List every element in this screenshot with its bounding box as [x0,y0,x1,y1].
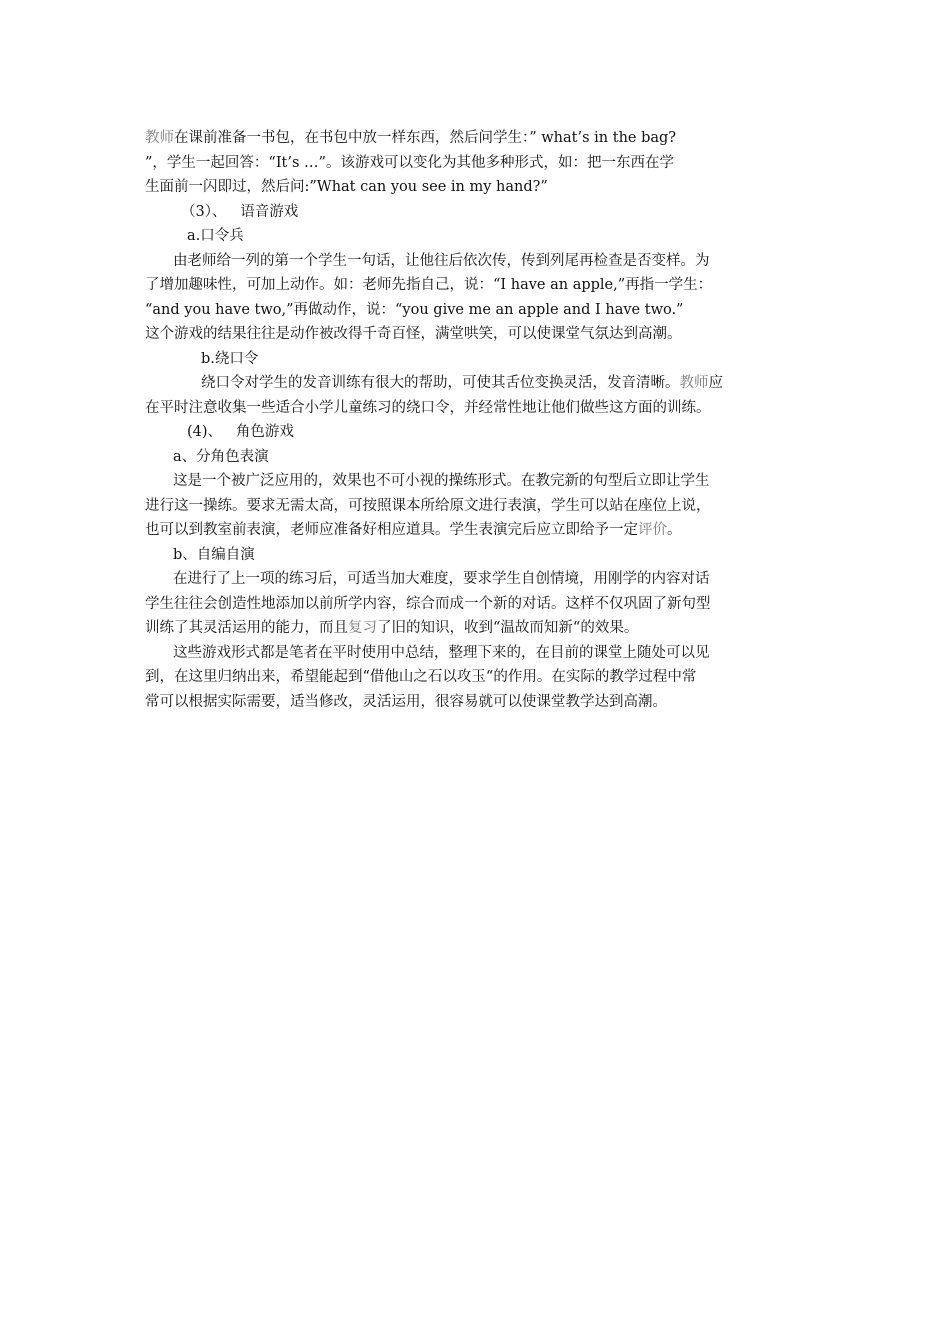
text-line [145,665,815,690]
text-line [145,641,815,666]
inline-link[interactable]: 复习 [348,620,377,636]
text-segment: 。 [667,522,682,538]
text-line [145,616,815,641]
text-segment: 绕口令对学生的发音训练有很大的帮助，可使其舌位变换灵活，发音清晰。 [201,375,680,391]
text-line [145,347,815,372]
text-line [145,396,815,421]
text-line [145,690,815,715]
text-line [145,224,815,249]
text-segment: 这个游戏的结果往往是动作被改得千奇百怪，满堂哄笑，可以使课堂气氛达到高潮。 [145,326,682,342]
text-line [145,494,815,519]
text-line [145,445,815,470]
text-line [145,518,815,543]
text-segment: 了增加趣味性，可加上动作。如：老师先指自己，说：“I have an apple,”再指一学生： [145,277,713,293]
text-segment: 这些游戏形式都是笔者在平时使用中总结，整理下来的，在目前的课堂上随处可以见 [173,644,710,661]
text-segment: 这是一个被广泛应用的，效果也不可小视的操练形式。在教完新的句型后立即让学生 [173,473,710,489]
text-segment: “and you have two,”再做动作，说：“you give me an apple and I have two.” [145,301,684,318]
document-body [145,126,815,714]
inline-link[interactable]: 教师 [679,375,709,391]
text-segment: b.绕口令 [201,350,259,367]
text-segment: 在课前准备一书包，在书包中放一样东西，然后问学生：” what’s in the bag? [174,130,677,146]
text-line [145,567,815,592]
text-segment: 进行这一操练。要求无需太高，可按照课本所给原文进行表演，学生可以站在座位上说， [145,497,711,514]
text-segment: 学生往往会创造性地添加以前所学内容，综合而成一个新的对话。这样不仅巩固了新句型 [145,595,711,612]
inline-link[interactable]: 教师 [145,130,174,146]
text-line [145,322,815,347]
text-segment: ”，学生一起回答：“It’s …”。该游戏可以变化为其他多种形式，如：把一东西在学 [145,154,674,171]
text-segment: 生面前一闪即过，然后问:”What can you see in my hand?” [145,179,548,195]
text-line [145,249,815,274]
text-segment: （3）、 语音游戏 [181,203,299,220]
text-line [145,371,815,396]
text-segment: (4)、 角色游戏 [187,424,294,440]
text-segment: 应 [708,375,723,391]
text-line [145,200,815,225]
text-segment: 在平时注意收集一些适合小学儿童练习的绕口令，并经常性地让他们做些这方面的训练。 [145,399,711,416]
text-segment: 在进行了上一项的练习后，可适当加大难度，要求学生自创情境，用刚学的内容对话 [173,571,710,587]
text-segment: b、自编自演 [173,546,255,563]
text-line [145,543,815,568]
inline-link[interactable]: 评价 [638,522,667,538]
text-line [145,273,815,298]
text-segment: 训练了其灵活运用的能力，而且 [145,620,348,636]
text-line [145,592,815,617]
text-segment: a、分角色表演 [173,448,269,465]
text-line [145,126,815,151]
text-segment: 了旧的知识，收到“温故而知新“的效果。 [377,620,639,636]
text-line [145,420,815,445]
text-segment: 常可以根据实际需要，适当修改，灵活运用，很容易就可以使课堂教学达到高潮。 [145,693,667,710]
text-segment: a.口令兵 [187,228,244,244]
text-line [145,175,815,200]
text-line [145,151,815,176]
text-segment: 也可以到教室前表演，老师应准备好相应道具。学生表演完后应立即给予一定 [145,522,638,538]
text-segment: 由老师给一列的第一个学生一句话，让他往后依次传，传到列尾再检查是否变样。为 [173,252,710,269]
text-line [145,469,815,494]
text-line [145,298,815,323]
text-segment: 到，在这里归纳出来，希望能起到“借他山之石以攻玉“的作用。在实际的教学过程中常 [145,669,697,685]
